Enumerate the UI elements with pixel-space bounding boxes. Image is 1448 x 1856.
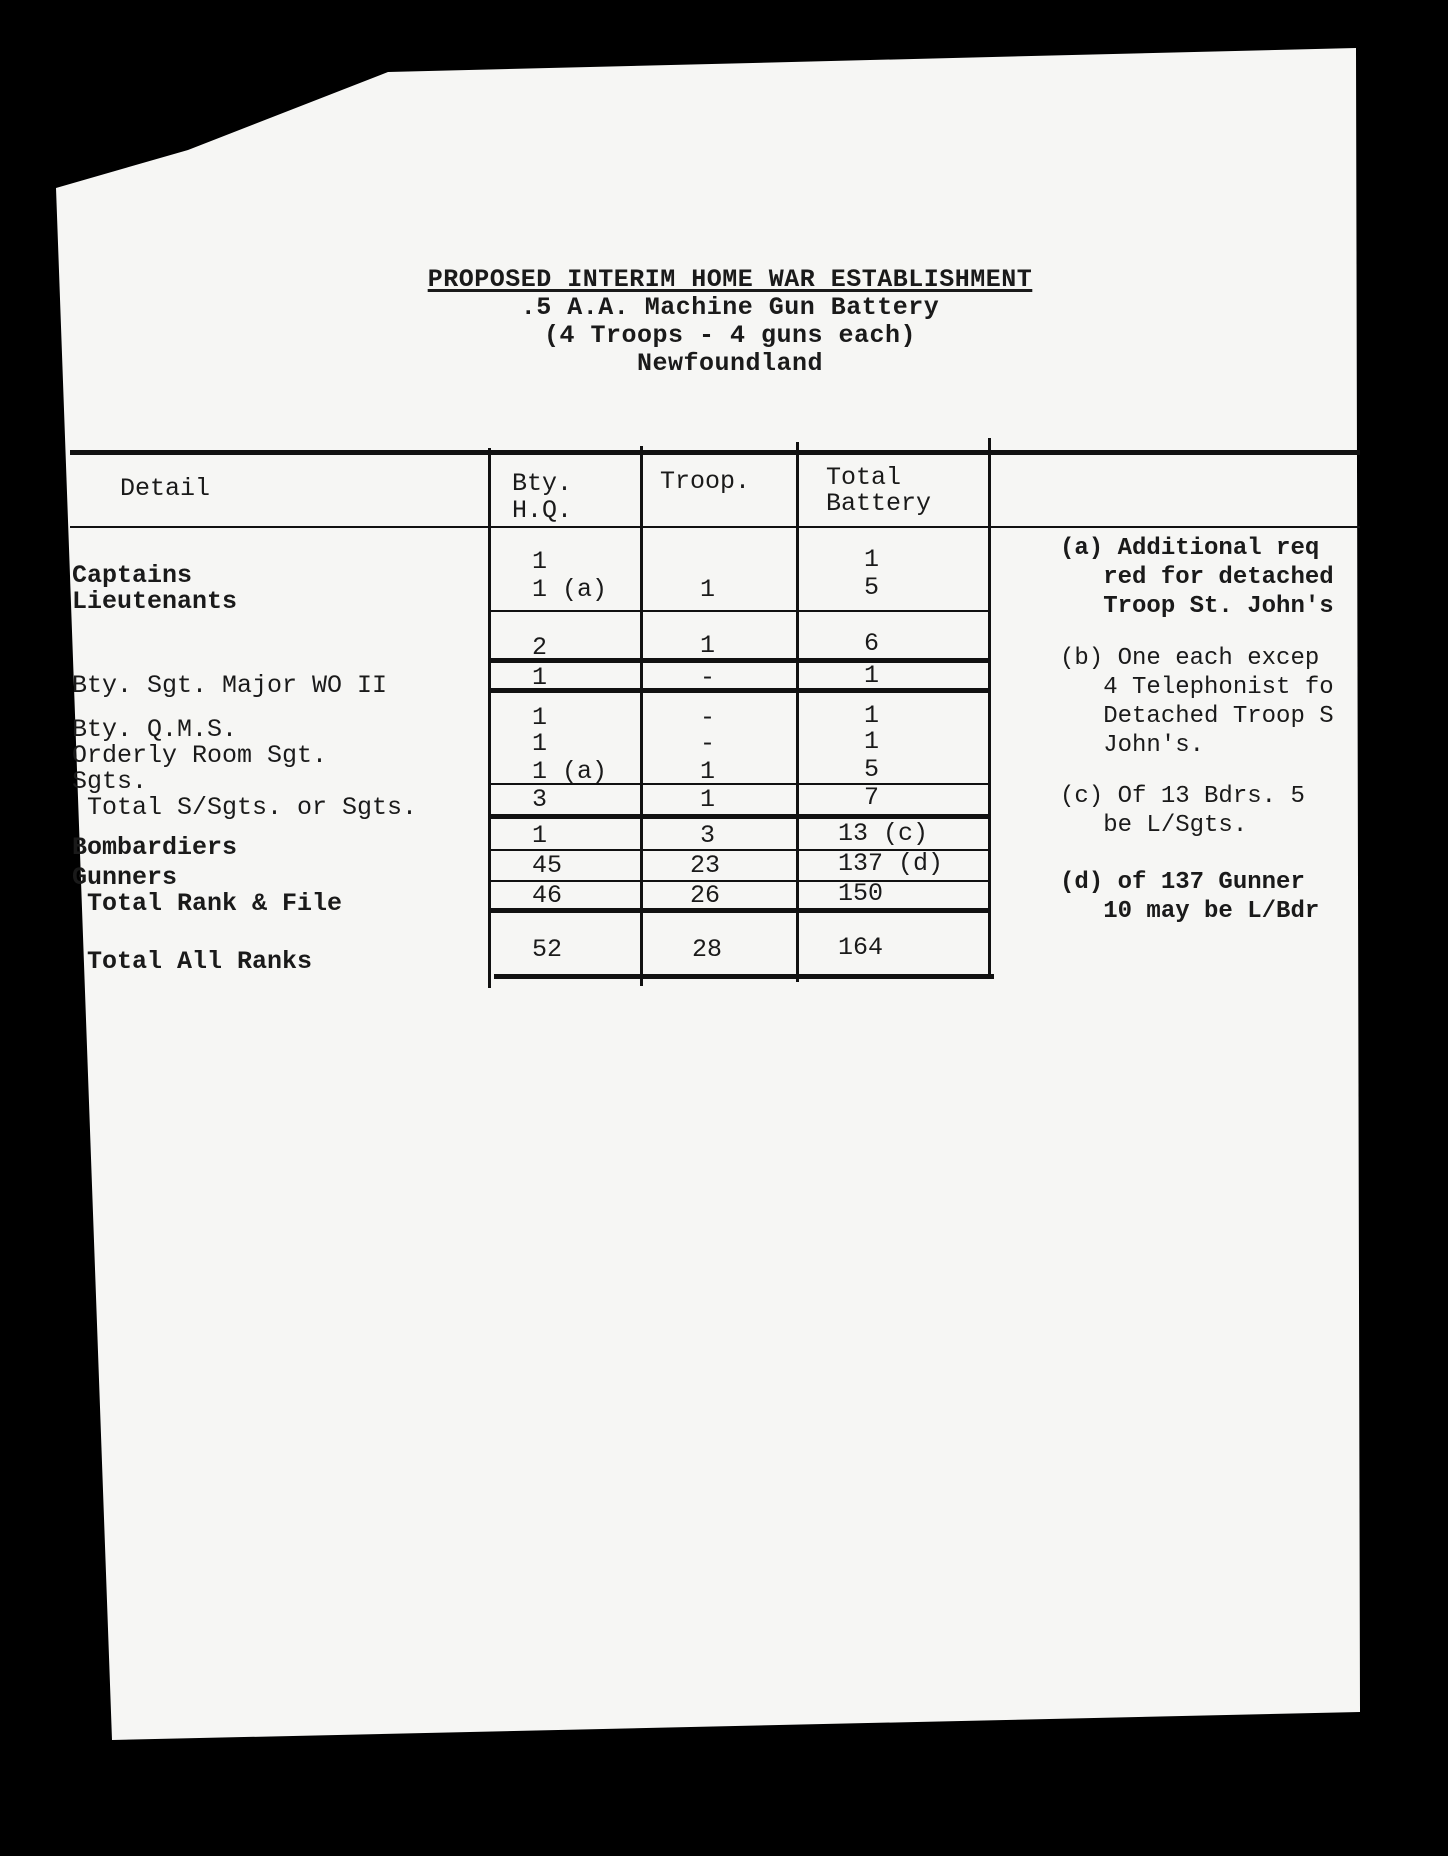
cell-bombardiers-troop: 3 bbox=[700, 821, 716, 850]
note-a-line1: (a) Additional req bbox=[1060, 535, 1320, 562]
header-detail: Detail bbox=[120, 474, 211, 503]
cell-bombardiers-hq: 1 bbox=[532, 821, 548, 850]
cell-rank-file-total-troop: 26 bbox=[690, 881, 721, 910]
cell-bqms-total: 1 bbox=[864, 701, 880, 730]
cell-rank-file-total-hq: 46 bbox=[532, 881, 563, 910]
header-bty-hq-line1: Bty. bbox=[512, 469, 573, 498]
label-bombardiers: Bombardiers bbox=[72, 833, 238, 862]
label-total-rank-file: Total Rank & File bbox=[72, 889, 343, 918]
cell-gunners-troop: 23 bbox=[690, 851, 721, 880]
cell-ssgts-total-hq: 3 bbox=[532, 785, 548, 814]
note-a-line2: red for detached bbox=[1060, 564, 1334, 591]
cell-rank-file-total-total: 150 bbox=[838, 879, 884, 908]
title-line-2: .5 A.A. Machine Gun Battery bbox=[520, 293, 940, 322]
cell-bsm-total: 1 bbox=[864, 661, 880, 690]
note-d-line1: (d) of 137 Gunner bbox=[1060, 869, 1305, 896]
note-c-line1: (c) Of 13 Bdrs. 5 bbox=[1060, 783, 1305, 810]
cell-officers-total-total: 6 bbox=[864, 629, 880, 658]
cell-bqms-troop: - bbox=[700, 703, 716, 732]
cell-all-ranks-total-troop: 28 bbox=[692, 935, 723, 964]
label-bsm: Bty. Sgt. Major WO II bbox=[72, 671, 388, 700]
label-total-all-ranks: Total All Ranks bbox=[72, 947, 313, 976]
label-captains: Captains bbox=[72, 561, 193, 590]
title-line-4: Newfoundland bbox=[636, 349, 824, 378]
note-b-line3: Detached Troop S bbox=[1060, 703, 1334, 730]
cell-ors-hq: 1 bbox=[532, 729, 548, 758]
note-b-line4: John's. bbox=[1060, 732, 1205, 759]
cell-officers-total-hq: 2 bbox=[532, 633, 548, 662]
cell-sgts-hq: 1 (a) bbox=[532, 757, 608, 786]
cell-ors-total: 1 bbox=[864, 727, 880, 756]
label-orderly-room-sgt: Orderly Room Sgt. bbox=[72, 741, 328, 770]
cell-ors-troop: - bbox=[700, 729, 716, 758]
title-line-3: (4 Troops - 4 guns each) bbox=[543, 321, 917, 350]
cell-sgts-troop: 1 bbox=[700, 757, 716, 786]
cell-lieutenants-total: 5 bbox=[864, 573, 880, 602]
label-gunners: Gunners bbox=[72, 863, 178, 892]
note-c-line2: be L/Sgts. bbox=[1060, 812, 1248, 839]
label-bqms: Bty. Q.M.S. bbox=[72, 715, 238, 744]
cell-bsm-hq: 1 bbox=[532, 663, 548, 692]
note-d-line2: 10 may be L/Bdr bbox=[1060, 898, 1320, 925]
cell-ssgts-total-troop: 1 bbox=[700, 785, 716, 814]
cell-bombardiers-total: 13 (c) bbox=[838, 819, 929, 848]
header-bty-hq-line2: H.Q. bbox=[512, 496, 573, 525]
cell-gunners-total: 137 (d) bbox=[838, 849, 944, 878]
header-total-line1: Total bbox=[826, 463, 902, 492]
cell-sgts-total: 5 bbox=[864, 755, 880, 784]
cell-captains-total: 1 bbox=[864, 545, 880, 574]
label-lieutenants: Lieutenants bbox=[72, 587, 238, 616]
cell-officers-total-troop: 1 bbox=[700, 631, 716, 660]
note-b-line1: (b) One each excep bbox=[1060, 645, 1320, 672]
cell-ssgts-total-total: 7 bbox=[864, 783, 880, 812]
cell-all-ranks-total-hq: 52 bbox=[532, 935, 563, 964]
header-total-line2: Battery bbox=[826, 489, 932, 518]
cell-bsm-troop: - bbox=[700, 663, 716, 692]
label-sgts: Sgts. bbox=[72, 767, 148, 796]
note-b-line2: 4 Telephonist fo bbox=[1060, 674, 1334, 701]
cell-all-ranks-total-total: 164 bbox=[838, 933, 884, 962]
cell-gunners-hq: 45 bbox=[532, 851, 563, 880]
label-total-ssgts: Total S/Sgts. or Sgts. bbox=[72, 793, 418, 822]
cell-bqms-hq: 1 bbox=[532, 703, 548, 732]
title-line-1: PROPOSED INTERIM HOME WAR ESTABLISHMENT bbox=[427, 265, 1033, 294]
cell-lieutenants-hq: 1 (a) bbox=[532, 575, 608, 604]
note-a-line3: Troop St. John's bbox=[1060, 593, 1334, 620]
cell-lieutenants-troop: 1 bbox=[700, 575, 716, 604]
cell-captains-hq: 1 bbox=[532, 547, 548, 576]
header-troop: Troop. bbox=[660, 467, 751, 496]
